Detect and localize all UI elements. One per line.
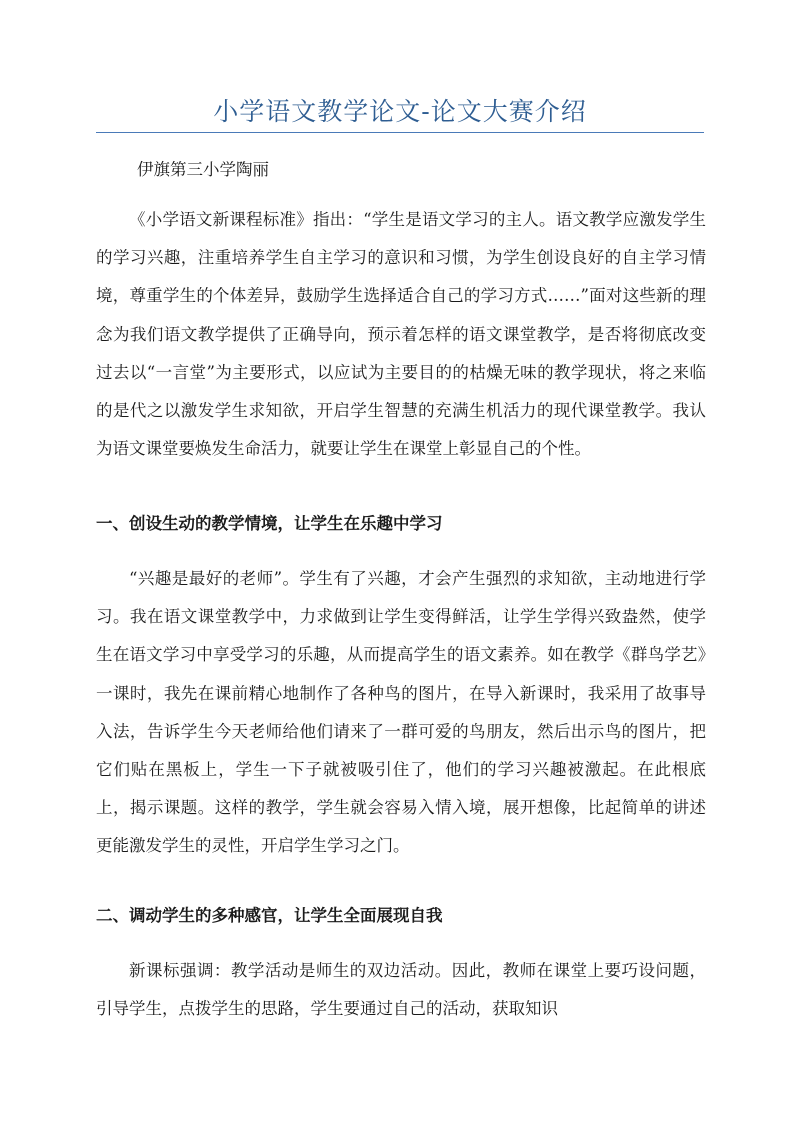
intro-paragraph: 《小学语文新课程标准》指出：“学生是语文学习的主人。语文教学应激发学生的学习兴趣，注重培养学生自主学习的意识和习惯，为学生创设良好的自主学习情境，尊重学生的个体差异，鼓励学生选择适合自己的学习方式……”面对这些新的理念为我们语文教学提供了正确导向，预示着怎样的语文课堂教学，是否将彻底改变过去以“一言堂”为主要形式，以应试为主要目的的枯燥无味的教学现状，将之来临的是代之以激发学生求知欲，开启学生智慧的充满生机活力的现代课堂教学。我认为语文课堂要焕发生命活力，就要让学生在课堂上彰显自己的个性。 bbox=[96, 210, 706, 459]
page-title: 小学语文教学论文-论文大赛介绍 bbox=[213, 97, 587, 126]
section-heading-2: 二、调动学生的多种感官，让学生全面展现自我 bbox=[96, 906, 443, 925]
section-body-2: 新课标强调：教学活动是师生的双边活动。因此，教师在课堂上要巧设问题，引导学生，点拨学生的思路，学生要通过自己的活动，获取知识 bbox=[96, 961, 706, 1019]
author-line: 伊旗第三小学陶丽 bbox=[137, 160, 269, 179]
section-heading-1: 一、创设生动的教学情境，让学生在乐趣中学习 bbox=[96, 514, 443, 533]
section-body-1: “兴趣是最好的老师”。学生有了兴趣，才会产生强烈的求知欲，主动地进行学习。我在语文课堂教学中，力求做到让学生变得鲜活，让学生学得兴致盎然，使学生在语文学习中享受学习的乐趣，从而提高学生的语文素养。如在教学《群鸟学艺》一课时，我先在课前精心地制作了各种鸟的图片，在导入新课时，我采用了故事导入法，告诉学生今天老师给他们请来了一群可爱的鸟朋友，然后出示鸟的图片，把它们贴在黑板上，学生一下子就被吸引住了，他们的学习兴趣被激起。在此根底上，揭示课题。这样的教学，学生就会容易入情入境，展开想像，比起简单的讲述更能激发学生的灵性，开启学生学习之门。 bbox=[96, 569, 706, 856]
title-underline bbox=[96, 132, 704, 133]
